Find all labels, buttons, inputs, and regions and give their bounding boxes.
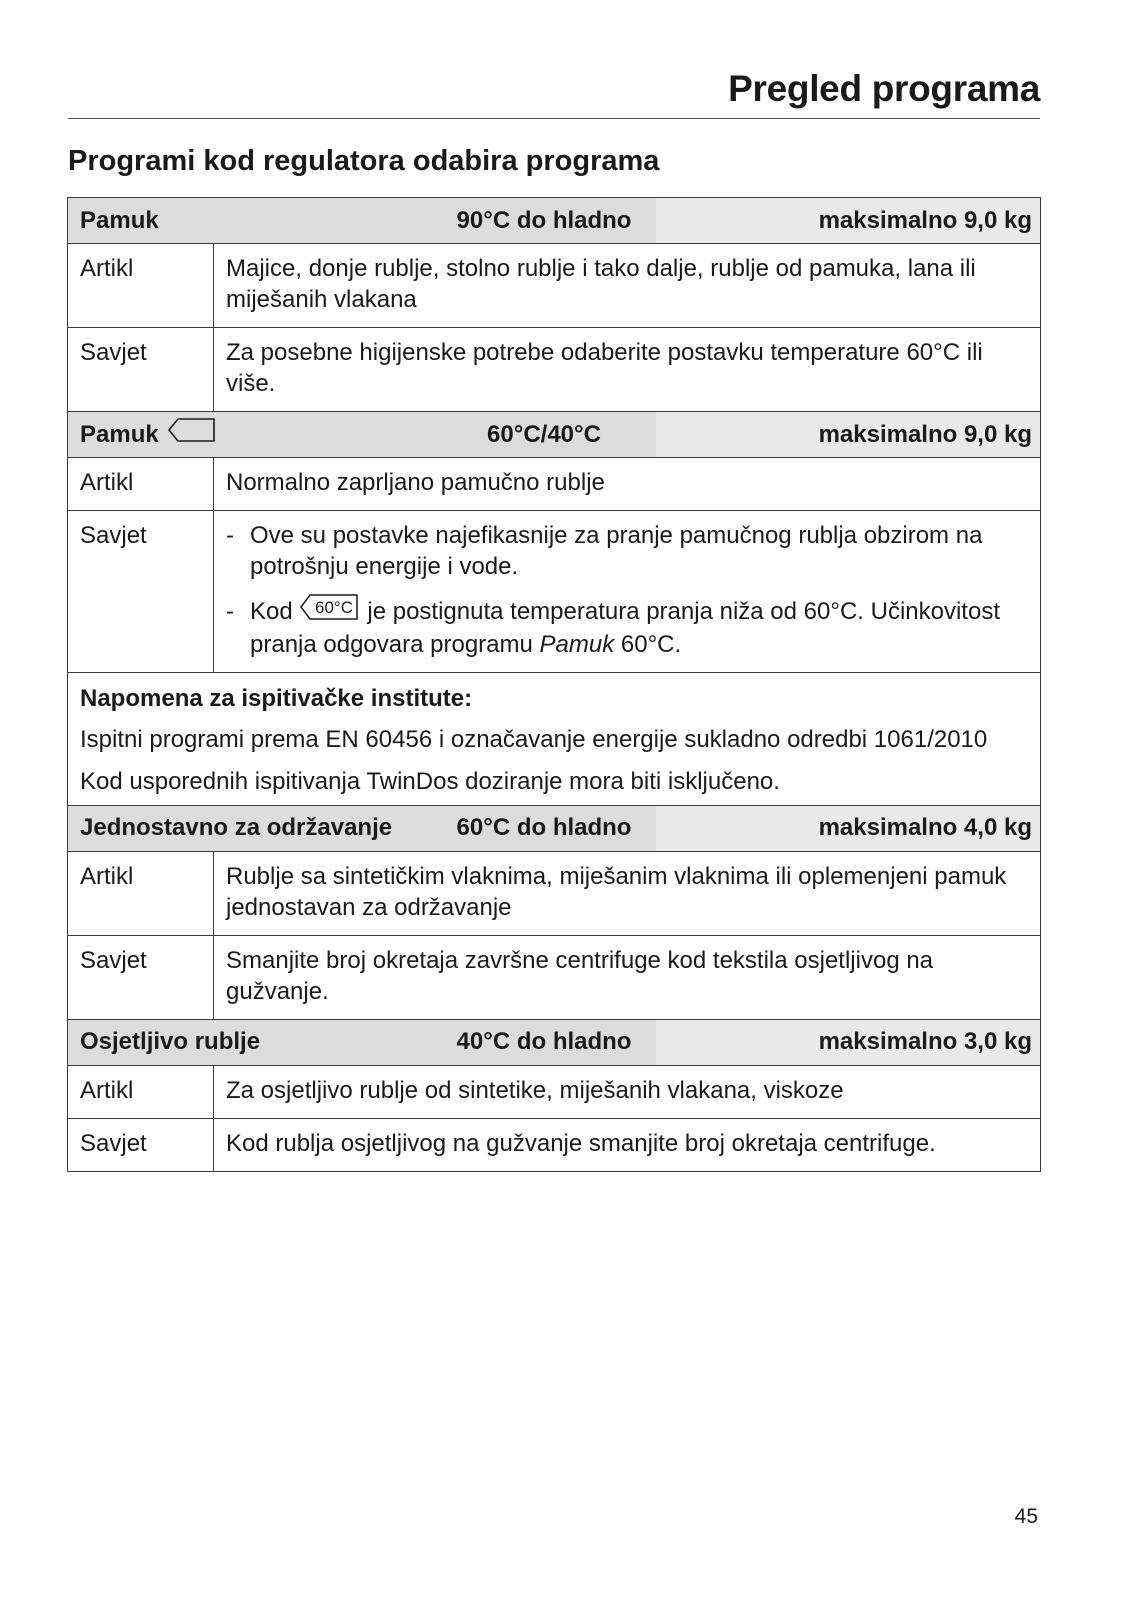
list-item-text-before: Kod [250,598,293,625]
row-text-artikl: Majice, donje rublje, stolno rublje i tako dalje, rublje od pamuka, lana ili miješanih vlakana [226,255,976,313]
row-label-savjet: Savjet [68,936,214,1019]
program-header-delicates [68,1020,1040,1066]
eco-tag-icon [167,417,217,450]
list-dash: - [226,522,234,549]
program-temperature: 90°C do hladno [456,206,632,234]
list-item-text-after: je postignuta temperatura pranja niža od 60°C. Učinkovitost pranja odgovara programu [250,598,1000,658]
program-temperature: 60°C do hladno [456,814,632,842]
program-header-pamuk-eco [68,412,1040,458]
list-item [226,520,1032,582]
table-row [68,936,1040,1020]
program-max-load: maksimalno 9,0 kg [818,420,1032,448]
program-temperature: 40°C do hladno [456,1028,632,1056]
program-max-load: maksimalno 9,0 kg [818,206,1032,234]
table-row [68,511,1040,673]
row-text-savjet-list [214,511,1040,672]
note-paragraph: Ispitni programi prema EN 60456 i označavanje energije sukladno odredbi 1061/2010 [80,725,988,753]
list-item-text [250,596,1032,660]
program-name: Pamuk [80,420,159,448]
section-title: Programi kod regulatora odabira programa [68,145,660,177]
row-text-savjet: Smanjite broj okretaja završne centrifuge kod tekstila osjetljivog na gužvanje. [226,946,934,1005]
note-paragraph: Kod usporednih ispitivanja TwinDos doziranje mora biti isključeno. [80,767,780,795]
program-name: Jednostavno za održavanje [80,814,393,842]
row-text-savjet: Za posebne higijenske potrebe odaberite postavku temperature 60°C ili više. [226,339,983,397]
program-name: Pamuk [80,206,159,234]
program-temperature: 60°C/40°C [487,420,601,448]
program-name: Osjetljivo rublje [80,1028,261,1056]
program-name-cell [68,420,444,450]
row-label-savjet: Savjet [68,1119,214,1171]
row-text-savjet: Kod rublja osjetljivog na gužvanje smanjite broj okretaja centrifuge. [226,1129,936,1157]
table-row [68,1066,1040,1119]
program-header-pamuk-90 [68,198,1040,244]
program-header-easy-care [68,806,1040,852]
table-row [68,458,1040,511]
test-institute-note [68,673,1040,806]
list-item-text: Ove su postavke najefikasnije za pranje pamučnog rublja obzirom na potrošnju energije i vode. [250,522,983,580]
program-table [67,197,1041,1172]
note-title: Napomena za ispitivačke institute: [80,684,473,712]
page-header-title: Pregled programa [728,68,1040,109]
header-divider [68,118,1040,119]
program-reference: Pamuk [539,630,615,658]
list-item-text-tail: 60°C. [620,630,682,658]
table-row [68,1119,1040,1171]
page-number: 45 [1014,1505,1038,1528]
row-label-savjet: Savjet [68,328,214,411]
row-label-artikl: Artikl [68,852,214,935]
row-label-artikl: Artikl [68,1066,214,1118]
table-row [68,852,1040,936]
row-label-artikl: Artikl [68,458,214,510]
row-text-artikl: Rublje sa sintetičkim vlaknima, miješanim vlaknima ili oplemenjeni pamuk jednostavan za održavanje [226,862,1007,921]
list-dash: - [226,598,234,625]
eco-60-tag-icon [299,593,359,629]
eco-60-tag-label: 60°C [314,597,353,617]
program-max-load: maksimalno 4,0 kg [818,814,1032,842]
program-max-load: maksimalno 3,0 kg [818,1028,1032,1056]
row-text-artikl: Normalno zaprljano pamučno rublje [226,469,605,496]
list-item [226,596,1032,660]
row-text-artikl: Za osjetljivo rublje od sintetike, miješanih vlakana, viskoze [226,1076,844,1104]
table-row [68,328,1040,412]
row-label-savjet: Savjet [68,511,214,672]
row-label-artikl: Artikl [68,244,214,327]
table-row [68,244,1040,328]
